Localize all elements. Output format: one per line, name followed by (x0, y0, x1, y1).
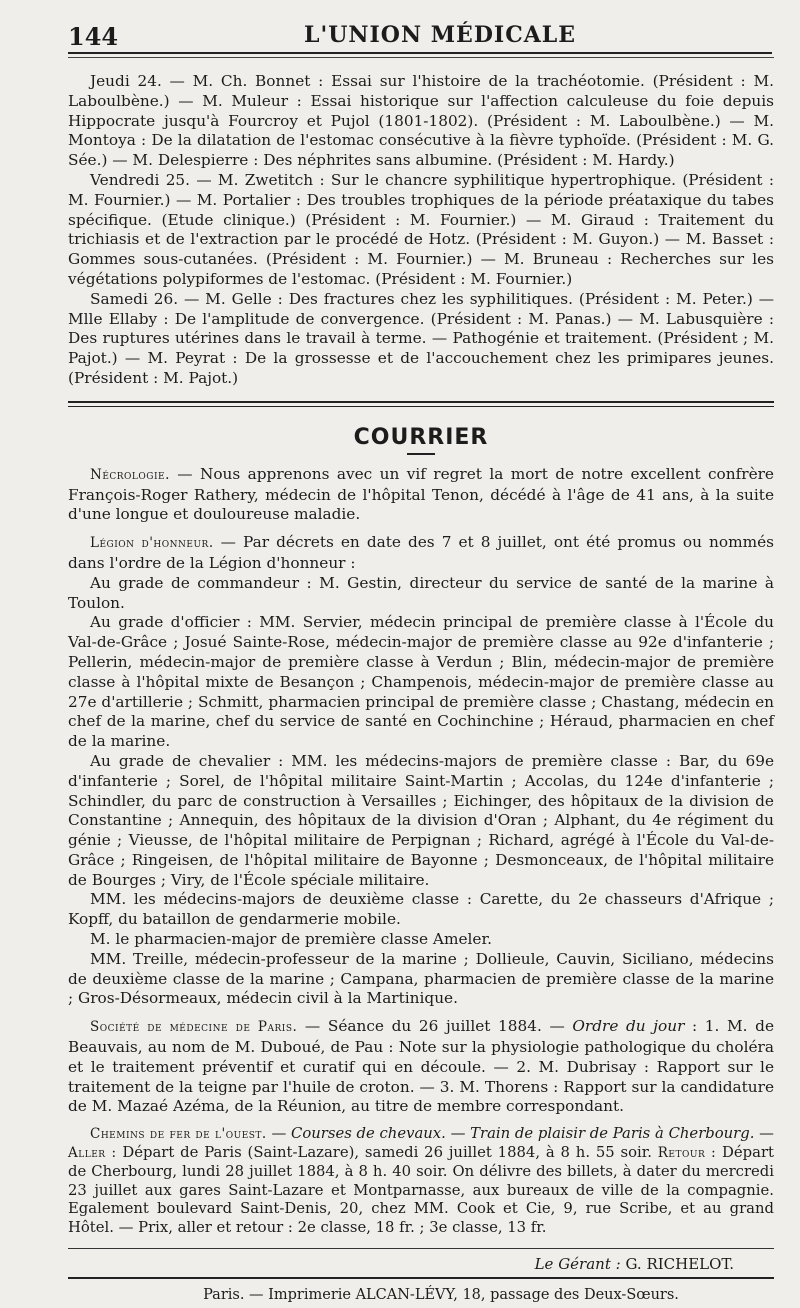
deuxieme-classe-paragraph: MM. les médecins-majors de deuxième classe : Carette, du 2e chasseurs d'Afrique ; Kopff, du bataillon de gendarmerie mobile. (68, 890, 774, 929)
running-head (68, 18, 772, 54)
program-jeudi: Jeudi 24. — M. Ch. Bonnet : Essai sur l'histoire de la trachéotomie. (Président : M. Laboulbène.) — M. Muleur : Essai historique sur l'affection calculeuse du foie depuis Hippocrate jusqu'à Fourcroy et Pujol (1801-1802). (Président : M. Laboulbène.) — M. Montoya : De la dilatation de l'estomac consécutive à la fièvre typhoïde. (Président : M. G. Sée.) — M. Delespierre : Des néphrites sans albumine. (Président : M. Hardy.) (68, 72, 774, 170)
chemins-paragraph (68, 1125, 774, 1238)
societe-text-2: : 1. M. de Beauvais, au nom de M. Duboué, de Pau : Note sur la physiologie pathologique du choléra et le traitement préventif et curatif qui en découle. — 2. M. Dubrisay : Rapport sur le traitement de la teigne par l'huile de croton. — 3. M. Thorens : Rapport sur la candidature de M. Mazaé Azéma, de la Réunion, au titre de membre correspondant. (68, 1017, 774, 1116)
program-vendredi: Vendredi 25. — M. Zwetitch : Sur le chancre syphilitique hypertrophique. (Président : M. Fournier.) — M. Portalier : Des troubles trophiques de la période préataxique du tabes spécifique. (Etude clinique.) (Président : M. Fournier.) — M. Giraud : Traitement du trichiasis et de l'extraction par le procédé de Hotz. (Président : M. Guyon.) — M. Basset : Gommes sous-cutanées. (Président : M. Fournier.) — M. Bruneau : Recherches sur les végétations polypiformes de l'estomac. (Président : M. Fournier.) (68, 170, 774, 288)
chemins-dash: — (266, 1125, 292, 1143)
program-samedi: Samedi 26. — M. Gelle : Des fractures chez les syphilitiques. (Président : M. Peter.) — Mlle Ellaby : De l'amplitude de convergence. (Président : M. Panas.) — M. Labusquière : Des ruptures utérines dans le travail à terme. — Pathogénie et traitement. (Président ; M. Pajot.) — M. Peyrat : De la grossesse et de l'accouchement chez les primipares jeunes. (Président : M. Pajot.) (68, 289, 774, 387)
chemins-text-2: Départ de Cherbourg, lundi 28 juillet 1884, à 8 h. 40 soir. On délivre des billets, à dater du mercredi 23 juillet aux gares Saint-Lazare et Montparnasse, aux bureaux de ville de la compagnie. Egalement boulevard Saint-Denis, 20, chez MM. Cook et Cie, 9, rue Scribe, et au grand Hôtel. — Prix, aller et retour : 2e classe, 18 fr. ; 3e classe, 13 fr. (68, 1144, 774, 1237)
marine-paragraph: MM. Treille, médecin-professeur de la marine ; Dollieule, Cauvin, Siciliano, médecins de deuxième classe de la marine ; Campana, pharmacien de première classe de la marine ; Gros-Désormeaux, médecin civil à la Martinique. (68, 949, 774, 1008)
chevalier-paragraph: Au grade de chevalier : MM. les médecins-majors de première classe : Bar, du 69e d'infanterie ; Sorel, de l'hôpital militaire Saint-Martin ; Accolas, du 124e d'infanterie ; Schindler, du parc de construction à Versailles ; Eichinger, des hôpitaux de la division de Constantine ; Annequin, des hôpitaux de la division d'Oran ; Alphant, du 4e régiment du génie ; Vieusse, de l'hôpital militaire de Perpignan ; Richard, agrégé à l'École du Val-de-Grâce ; Ringeisen, de l'hôpital militaire de Bayonne ; Desmonceaux, de l'hôpital militaire de Bourges ; Viry, de l'École spéciale militaire. (68, 751, 774, 889)
commandeur-paragraph: Au grade de commandeur : M. Gestin, directeur du service de santé de la marine à Toulon. (68, 573, 774, 612)
chemins-label: Chemins de fer de l'ouest. (90, 1126, 267, 1143)
societe-ordre-du-jour: Ordre du jour (572, 1017, 685, 1036)
imprint-line: Paris. — Imprimerie ALCAN-LÉVY, 18, passage des Deux-Sœurs. (68, 1277, 774, 1303)
gerant-name: G. RICHELOT. (620, 1255, 734, 1274)
journal-title: L'UNION MÉDICALE (303, 22, 577, 48)
section-divider (68, 401, 774, 407)
legion-text: — Par décrets en date des 7 et 8 juillet, ont été promus ou nommés dans l'ordre de la Légion d'honneur : (68, 533, 774, 572)
necrologie-label: Nécrologie. (90, 466, 170, 483)
societe-paragraph (68, 1017, 774, 1117)
legion-paragraph (68, 533, 774, 574)
header-rule (68, 57, 774, 58)
pharmacien-paragraph: M. le pharmacien-major de première classe Ameler. (90, 930, 492, 949)
chemins-retour-label: Retour : (657, 1145, 717, 1162)
chemins-aller-label: Aller : (68, 1145, 117, 1162)
chemins-title: Courses de chevaux. — Train de plaisir de Paris à Cherbourg. (291, 1125, 755, 1143)
section-title: COURRIER (353, 424, 489, 450)
legion-label: Légion d'honneur. (90, 535, 214, 552)
officier-paragraph: Au grade d'officier : MM. Servier, médecin principal de première classe à l'École du Val-de-Grâce ; Josué Sainte-Rose, médecin-major de première classe au 92e d'infanterie ; Pellerin, médecin-major de première classe à Verdun ; Blin, médecin-major de première classe à l'hôpital mixte de Besançon ; Champenois, médecin-major de première classe au 27e d'artillerie ; Schmitt, pharmacien principal de première classe ; Chastang, médecin en chef de la marine, chef du service de santé en Cochinchine ; Héraud, pharmacien en chef de la marine. (68, 613, 774, 751)
necrologie-paragraph (68, 465, 774, 525)
thesis-program (68, 72, 774, 389)
societe-text-1: — Séance du 26 juillet 1884. — (297, 1017, 573, 1036)
title-underline (407, 453, 435, 455)
societe-label: Société de médecine de Paris. (90, 1019, 298, 1036)
gerant-label: Le Gérant : (534, 1255, 621, 1274)
chemins-dash-2: — (754, 1125, 774, 1143)
gerant-line (68, 1248, 774, 1273)
chemins-text-1: Départ de Paris (Saint-Lazare), samedi 26 juillet 1884, à 8 h. 55 soir. (116, 1144, 658, 1162)
courrier-section (68, 465, 774, 1238)
necrologie-text: — Nous apprenons avec un vif regret la mort de notre excellent confrère François-Roger Rathery, médecin de l'hôpital Tenon, décédé à l'âge de 41 ans, à la suite d'une longue et douloureuse maladie. (68, 464, 774, 524)
page-number: 144 (68, 22, 119, 51)
